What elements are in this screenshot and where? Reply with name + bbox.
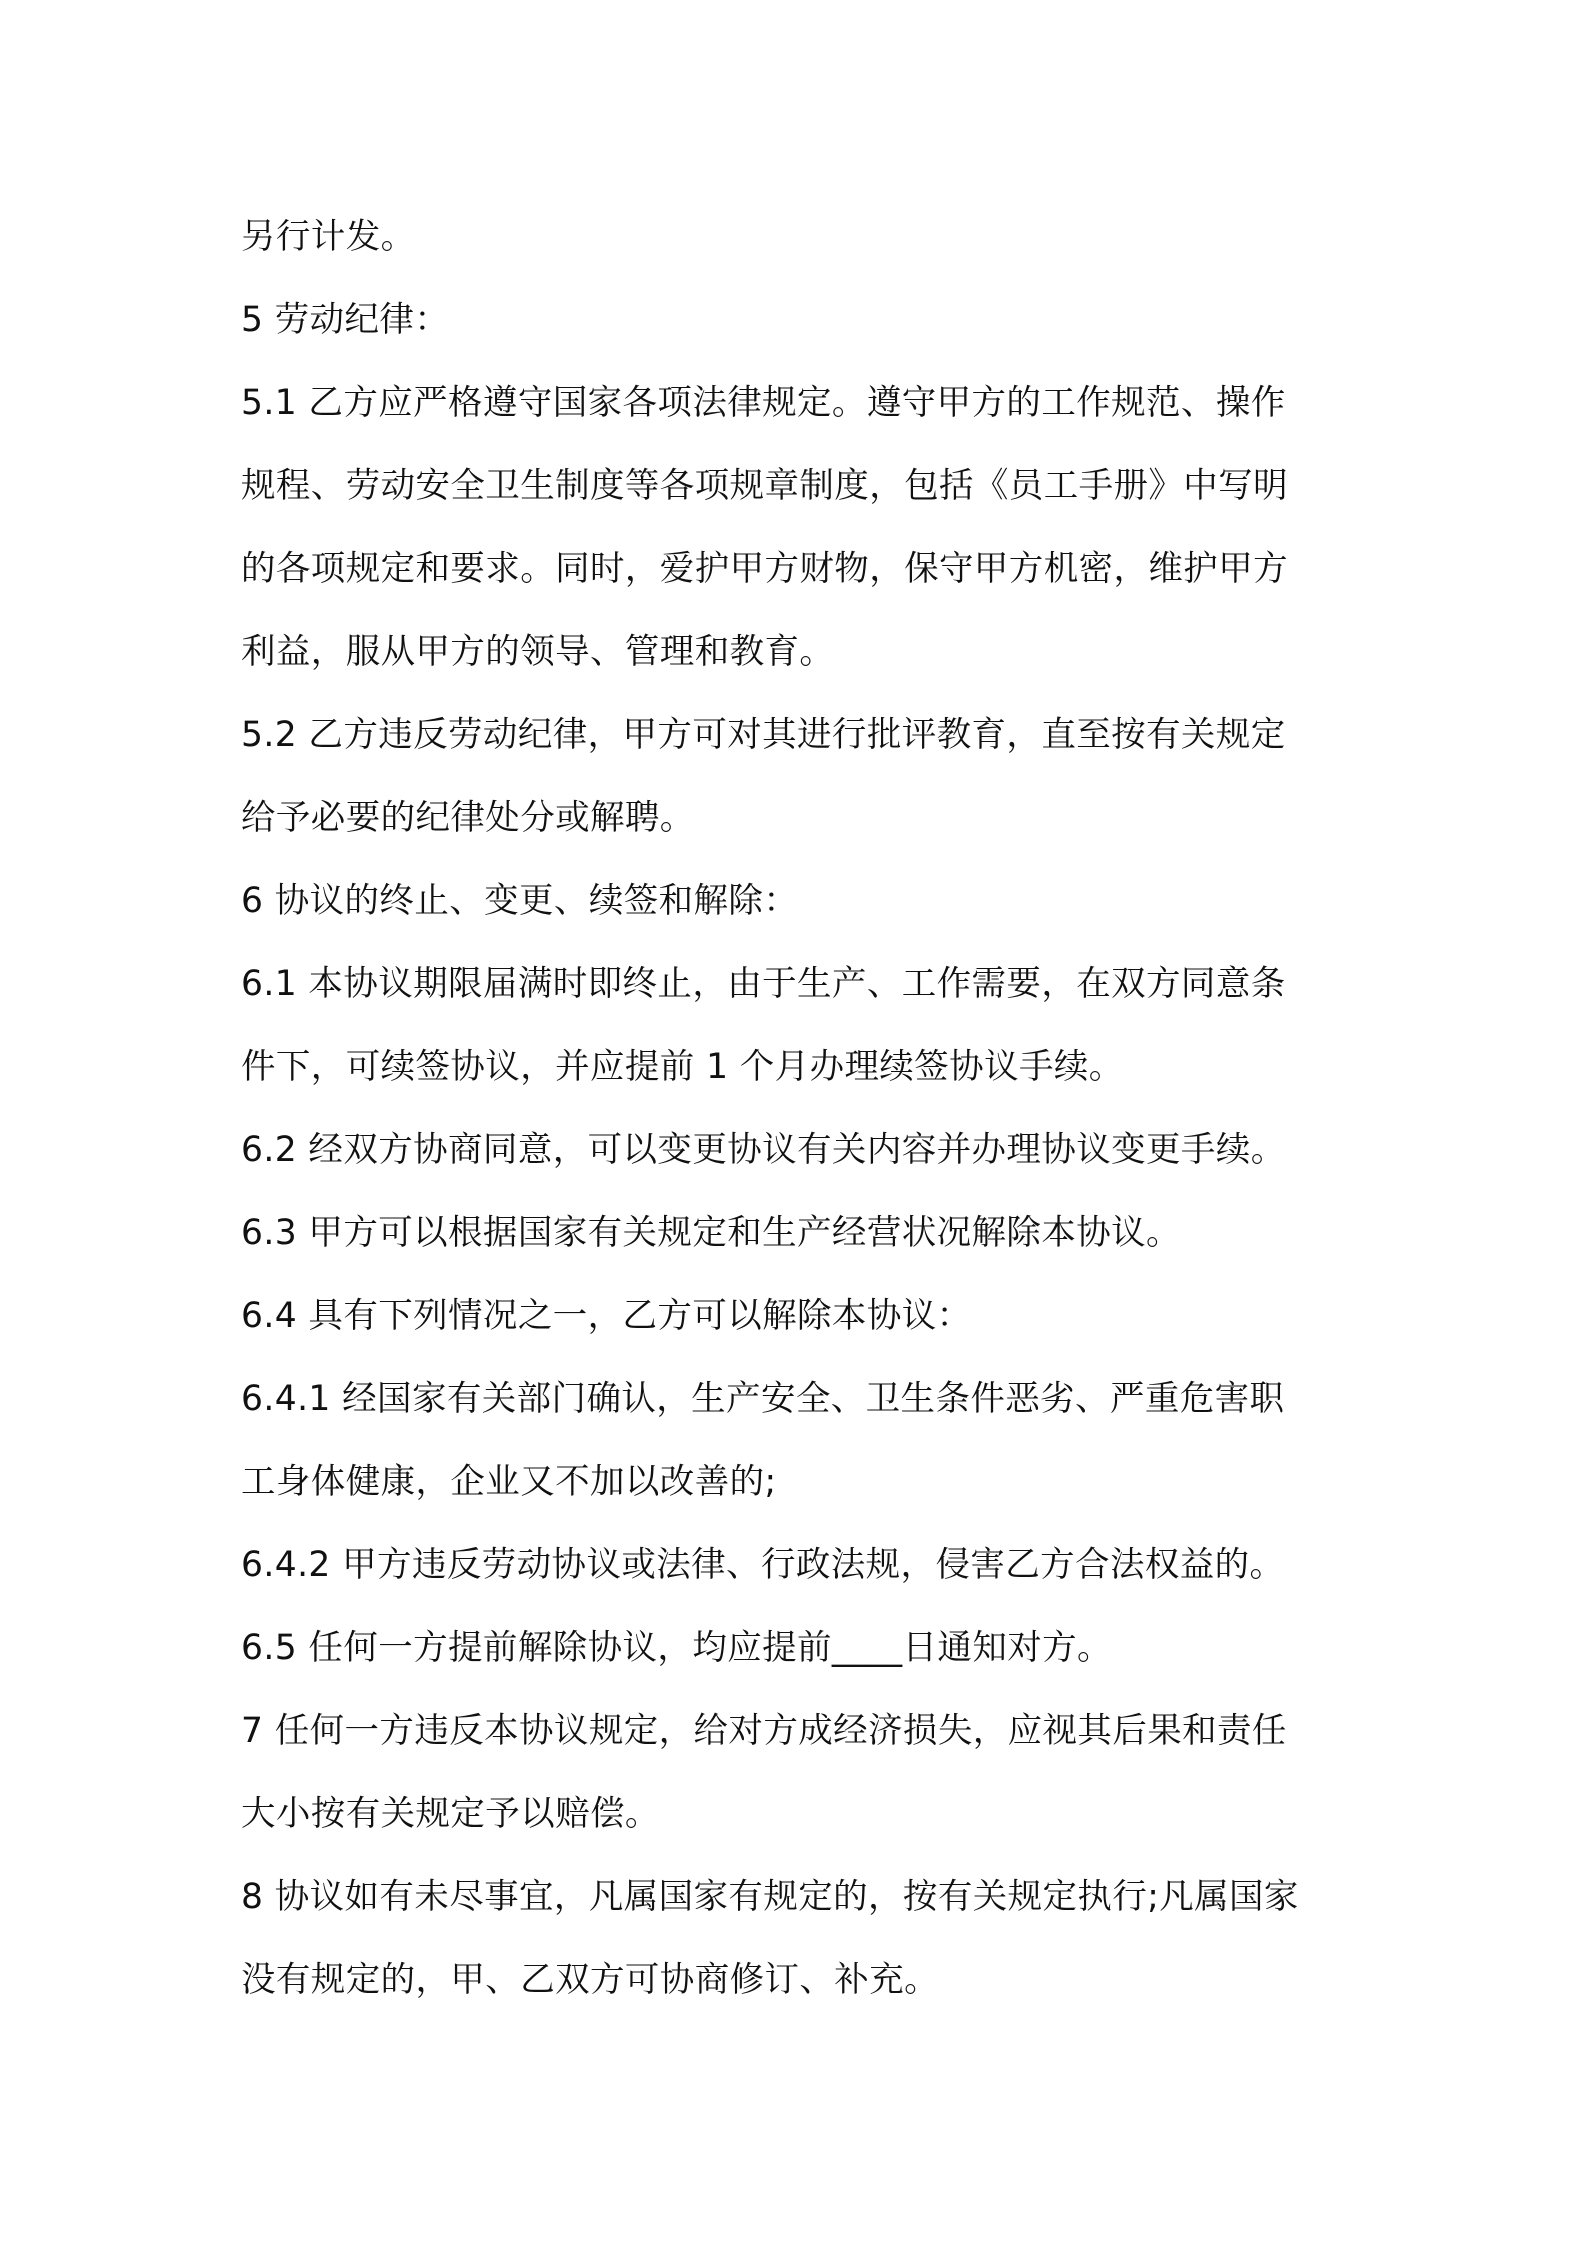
text-line: 6.4.2 甲方违反劳动协议或法律、行政法规，侵害乙方合法权益的。: [241, 1545, 1285, 1585]
text-line: 工身体健康，企业又不加以改善的;: [241, 1462, 777, 1502]
text-line: 6.4 具有下列情况之一，乙方可以解除本协议：: [241, 1296, 972, 1336]
text-line: 8 协议如有未尽事宜，凡属国家有规定的，按有关规定执行;凡属国家: [241, 1877, 1299, 1917]
text-line: 7 任何一方违反本协议规定，给对方成经济损失，应视其后果和责任: [241, 1711, 1287, 1751]
text-line: 5.2 乙方违反劳动纪律，甲方可对其进行批评教育，直至按有关规定: [241, 715, 1286, 755]
text-line: 利益，服从甲方的领导、管理和教育。: [241, 632, 835, 672]
section-heading: 6 协议的终止、变更、续签和解除：: [241, 881, 799, 921]
text-line: 件下，可续签协议，并应提前 1 个月办理续签协议手续。: [241, 1047, 1124, 1087]
text-line: 6.5 任何一方提前解除协议，均应提前____日通知对方。: [241, 1628, 1112, 1668]
text-line: 规程、劳动安全卫生制度等各项规章制度，包括《员工手册》中写明: [241, 466, 1288, 506]
text-line: 6.1 本协议期限届满时即终止，由于生产、工作需要，在双方同意条: [241, 964, 1286, 1004]
text-line: 6.4.1 经国家有关部门确认，生产安全、卫生条件恶劣、严重危害职: [241, 1379, 1285, 1419]
text-line: 另行计发。: [241, 217, 416, 257]
text-line: 6.2 经双方协商同意，可以变更协议有关内容并办理协议变更手续。: [241, 1130, 1286, 1170]
section-heading: 5 劳动纪律：: [241, 300, 450, 340]
document-body: [241, 196, 1356, 2022]
text-line: 没有规定的，甲、乙双方可协商修订、补充。: [241, 1960, 939, 2000]
text-line: 给予必要的纪律处分或解聘。: [241, 798, 695, 838]
text-line: 的各项规定和要求。同时，爱护甲方财物，保守甲方机密，维护甲方: [241, 549, 1288, 589]
text-line: 5.1 乙方应严格遵守国家各项法律规定。遵守甲方的工作规范、操作: [241, 383, 1286, 423]
text-line: 6.3 甲方可以根据国家有关规定和生产经营状况解除本协议。: [241, 1213, 1181, 1253]
text-line: 大小按有关规定予以赔偿。: [241, 1794, 660, 1834]
